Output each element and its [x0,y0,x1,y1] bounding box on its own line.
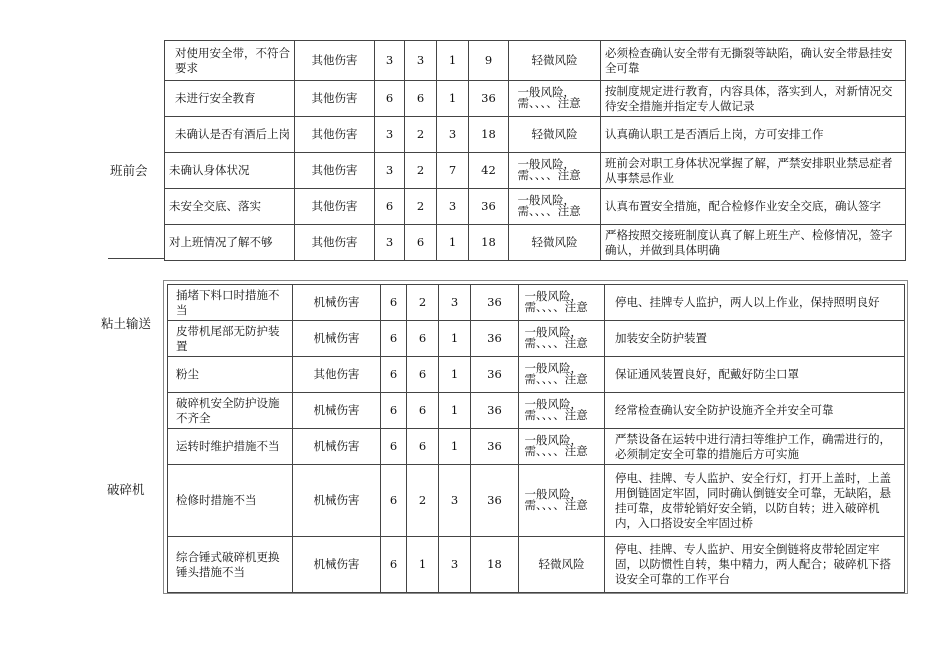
likelihood-cell: 6 [375,81,405,117]
exposure-cell: 3 [405,41,437,81]
risk-level-cell: 一般风险，需、、、、注意 [519,357,605,393]
risk-table-pre-shift [164,40,906,261]
control-measure-cell: 认真布置安全措施，配合检修作业安全交底，确认签字 [601,189,906,225]
likelihood-cell: 3 [375,153,405,189]
risk-level-cell: 轻微风险 [519,537,605,593]
hazard-cell: 对上班情况了解不够 [165,225,295,261]
hazard-cell: 对使用安全带，不符合要求 [165,41,295,81]
exposure-cell: 1 [407,537,439,593]
consequence-cell: 3 [439,465,471,537]
exposure-cell: 6 [405,81,437,117]
control-measure-cell: 加装安全防护装置 [605,321,905,357]
risk-level-cell: 一般风险，需、、、、注意 [509,153,601,189]
consequence-cell: 3 [439,537,471,593]
category-label-crusher: 破碎机 [107,482,145,497]
control-measure-cell: 停电、挂牌、专人监护、安全行灯，打开上盖时，上盖用倒链固定牢固，同时确认倒链安全可靠，无缺陷，悬挂可靠，皮带轮销好安全销，以防自转；进入破碎机内，入口搭设安全牢固过桥 [605,465,905,537]
hazard-cell: 未确认是否有酒后上岗 [165,117,295,153]
exposure-cell: 6 [407,393,439,429]
likelihood-cell: 6 [381,537,407,593]
table-row [165,189,906,225]
risk-score-cell: 9 [469,41,509,81]
hazard-cell: 粉尘 [168,357,293,393]
risk-score-cell: 36 [471,357,519,393]
exposure-cell: 2 [405,117,437,153]
control-measure-cell: 保证通风装置良好，配戴好防尘口罩 [605,357,905,393]
consequence-cell: 3 [437,189,469,225]
likelihood-cell: 6 [375,189,405,225]
exposure-cell: 6 [407,429,439,465]
consequence-cell: 1 [439,429,471,465]
hazard-cell: 综合锤式破碎机更换锤头措施不当 [168,537,293,593]
hazard-cell: 破碎机安全防护设施不齐全 [168,393,293,429]
exposure-cell: 6 [407,357,439,393]
table-row [165,41,906,81]
table-row [168,321,905,357]
consequence-cell: 3 [439,285,471,321]
harm-type-cell: 其他伤害 [295,225,375,261]
harm-type-cell: 机械伤害 [293,321,381,357]
harm-type-cell: 其他伤害 [295,81,375,117]
risk-level-cell: 一般风险，需、、、、注意 [519,321,605,357]
control-measure-cell: 严格按照交接班制度认真了解上班生产、检修情况，签字确认，并做到具体明确 [601,225,906,261]
risk-score-cell: 18 [471,537,519,593]
harm-type-cell: 机械伤害 [293,465,381,537]
risk-score-cell: 42 [469,153,509,189]
hazard-cell: 运转时维护措施不当 [168,429,293,465]
hazard-cell: 未安全交底、落实 [165,189,295,225]
control-measure-cell: 认真确认职工是否酒后上岗，方可安排工作 [601,117,906,153]
likelihood-cell: 3 [375,117,405,153]
likelihood-cell: 6 [381,393,407,429]
table-row [168,465,905,537]
exposure-cell: 2 [405,189,437,225]
risk-table-clay-crusher [167,284,905,593]
category-label-pre-shift-meeting: 班前会 [110,163,148,178]
risk-level-cell: 轻微风险 [509,225,601,261]
risk-level-cell: 一般风险，需、、、、注意 [519,285,605,321]
exposure-cell: 6 [407,321,439,357]
likelihood-cell: 6 [381,357,407,393]
likelihood-cell: 6 [381,285,407,321]
consequence-cell: 7 [437,153,469,189]
consequence-cell: 1 [437,41,469,81]
risk-score-cell: 36 [471,393,519,429]
consequence-cell: 1 [439,393,471,429]
consequence-cell: 1 [437,225,469,261]
section-divider [108,258,164,259]
table-row [168,537,905,593]
exposure-cell: 6 [405,225,437,261]
hazard-cell: 未进行安全教育 [165,81,295,117]
risk-level-cell: 一般风险，需、、、、注意 [519,393,605,429]
risk-score-cell: 36 [471,321,519,357]
table-row [165,81,906,117]
risk-level-cell: 一般风险，需、、、、注意 [509,189,601,225]
risk-level-cell: 轻微风险 [509,41,601,81]
control-measure-cell: 停电、挂牌、专人监护、用安全倒链将皮带轮固定牢固，以防惯性自转，集中精力，两人配合；破碎机下搭设安全可靠的工作平台 [605,537,905,593]
consequence-cell: 1 [437,81,469,117]
hazard-cell: 捅堵下料口时措施不当 [168,285,293,321]
control-measure-cell: 严禁设备在运转中进行清扫等维护工作，确需进行的，必须制定安全可靠的措施后方可实施 [605,429,905,465]
harm-type-cell: 其他伤害 [293,357,381,393]
likelihood-cell: 6 [381,321,407,357]
harm-type-cell: 其他伤害 [295,189,375,225]
risk-level-cell: 一般风险，需、、、、注意 [519,429,605,465]
control-measure-cell: 班前会对职工身体状况掌握了解，严禁安排职业禁忌症者从事禁忌作业 [601,153,906,189]
table-row [168,429,905,465]
table-row [168,357,905,393]
control-measure-cell: 按制度规定进行教育，内容具体，落实到人，对新情况交待安全措施并指定专人做记录 [601,81,906,117]
harm-type-cell: 机械伤害 [293,537,381,593]
exposure-cell: 2 [407,285,439,321]
risk-score-cell: 36 [469,189,509,225]
hazard-cell: 皮带机尾部无防护装置 [168,321,293,357]
risk-score-cell: 36 [471,465,519,537]
exposure-cell: 2 [405,153,437,189]
consequence-cell: 1 [439,357,471,393]
control-measure-cell: 经常检查确认安全防护设施齐全并安全可靠 [605,393,905,429]
harm-type-cell: 其他伤害 [295,41,375,81]
exposure-cell: 2 [407,465,439,537]
harm-type-cell: 机械伤害 [293,429,381,465]
risk-level-cell: 轻微风险 [509,117,601,153]
risk-score-cell: 36 [471,285,519,321]
risk-score-cell: 18 [469,117,509,153]
control-measure-cell: 停电、挂牌专人监护，两人以上作业，保持照明良好 [605,285,905,321]
table-row [165,225,906,261]
likelihood-cell: 3 [375,41,405,81]
likelihood-cell: 6 [381,465,407,537]
risk-score-cell: 36 [469,81,509,117]
consequence-cell: 1 [439,321,471,357]
harm-type-cell: 其他伤害 [295,153,375,189]
table-row [168,285,905,321]
hazard-cell: 未确认身体状况 [165,153,295,189]
table-row [168,393,905,429]
risk-score-cell: 36 [471,429,519,465]
table-row [165,153,906,189]
harm-type-cell: 机械伤害 [293,285,381,321]
category-label-clay-conveying: 粘土输送 [101,316,152,331]
table-row [165,117,906,153]
risk-level-cell: 一般风险，需、、、、注意 [519,465,605,537]
harm-type-cell: 其他伤害 [295,117,375,153]
likelihood-cell: 6 [381,429,407,465]
risk-level-cell: 一般风险，需、、、、注意 [509,81,601,117]
risk-score-cell: 18 [469,225,509,261]
likelihood-cell: 3 [375,225,405,261]
consequence-cell: 3 [437,117,469,153]
harm-type-cell: 机械伤害 [293,393,381,429]
control-measure-cell: 必须检查确认安全带有无撕裂等缺陷，确认安全带悬挂安全可靠 [601,41,906,81]
hazard-cell: 检修时措施不当 [168,465,293,537]
